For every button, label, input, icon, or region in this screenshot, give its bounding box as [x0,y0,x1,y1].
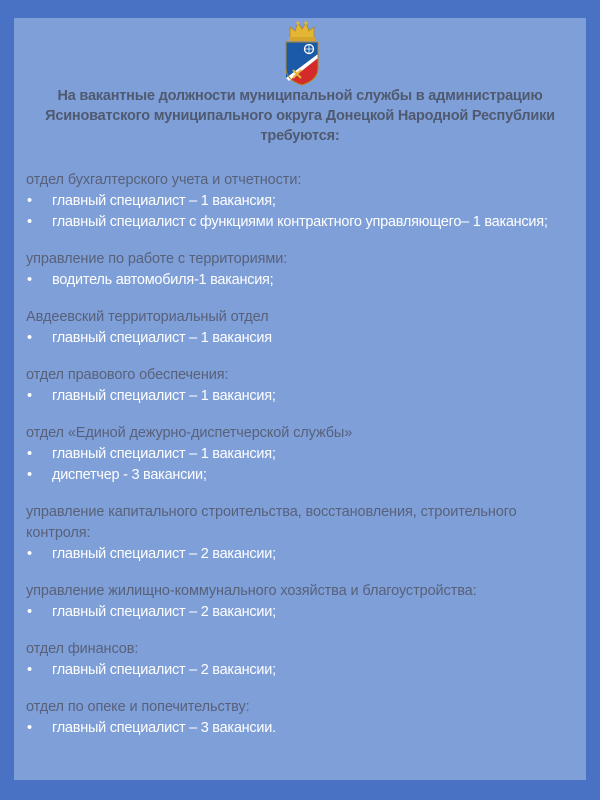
vacancy-item [26,386,582,407]
vacancy-section [26,170,582,233]
section-heading: Авдеевский территориальный отдел [26,309,269,325]
section-heading: отдел бухгалтерского учета и отчетности: [26,172,302,188]
vacancy-section [26,307,582,349]
vacancy-item [26,444,582,465]
vacancy-item-text: водитель автомобиля-1 вакансия; [52,272,274,288]
vacancy-item [26,191,582,212]
vacancy-item-text: главный специалист – 1 вакансия; [52,388,276,404]
section-heading: отдел правового обеспечения: [26,367,229,383]
vacancy-item [26,270,582,291]
vacancy-section [26,502,582,565]
vacancy-item-text: диспетчер - 3 вакансии; [52,467,207,483]
vacancy-section [26,697,582,739]
page-title: На вакантные должности муниципальной службы в администрацию Ясиноватского муниципального округа Донецкой Народной Республики требуются: [45,88,555,144]
section-heading: отдел «Единой дежурно-диспетчерской службы» [26,425,353,441]
vacancy-item-text: главный специалист – 1 вакансия; [52,446,276,462]
bullet-icon: • [27,604,32,620]
vacancy-item-text: главный специалист – 1 вакансия [52,330,272,346]
vacancy-item-text: главный специалист – 2 вакансии; [52,662,276,678]
vacancy-item [26,602,582,623]
bullet-icon: • [27,546,32,562]
vacancy-item [26,544,582,565]
vacancy-item-text: главный специалист с функциями контрактного управляющего– 1 вакансия; [52,214,548,230]
announcement-card [14,18,586,780]
bullet-icon: • [27,446,32,462]
bullet-icon: • [27,214,32,230]
vacancy-section [26,249,582,291]
vacancy-item [26,718,582,739]
vacancy-section [26,639,582,681]
vacancy-item [26,328,582,349]
vacancy-sections [26,170,582,755]
bullet-icon: • [27,662,32,678]
vacancy-item-text: главный специалист – 2 вакансии; [52,604,276,620]
vacancy-section [26,365,582,407]
bullet-icon: • [27,272,32,288]
bullet-icon: • [27,193,32,209]
vacancy-section [26,581,582,623]
bullet-icon: • [27,467,32,483]
section-heading: управление капитального строительства, восстановления, строительного контроля: [26,504,517,541]
vacancy-item [26,212,582,233]
vacancy-item [26,660,582,681]
bullet-icon: • [27,330,32,346]
vacancy-item-text: главный специалист – 1 вакансия; [52,193,276,209]
section-heading: отдел по опеке и попечительству: [26,699,250,715]
vacancy-item [26,465,582,486]
vacancy-section [26,423,582,486]
section-heading: отдел финансов: [26,641,139,657]
bullet-icon: • [27,720,32,736]
section-heading: управление жилищно-коммунального хозяйства и благоустройства: [26,583,477,599]
coat-of-arms-icon [280,20,324,86]
vacancy-item-text: главный специалист – 3 вакансии. [52,720,276,736]
bullet-icon: • [27,388,32,404]
vacancy-item-text: главный специалист – 2 вакансии; [52,546,276,562]
section-heading: управление по работе с территориями: [26,251,288,267]
